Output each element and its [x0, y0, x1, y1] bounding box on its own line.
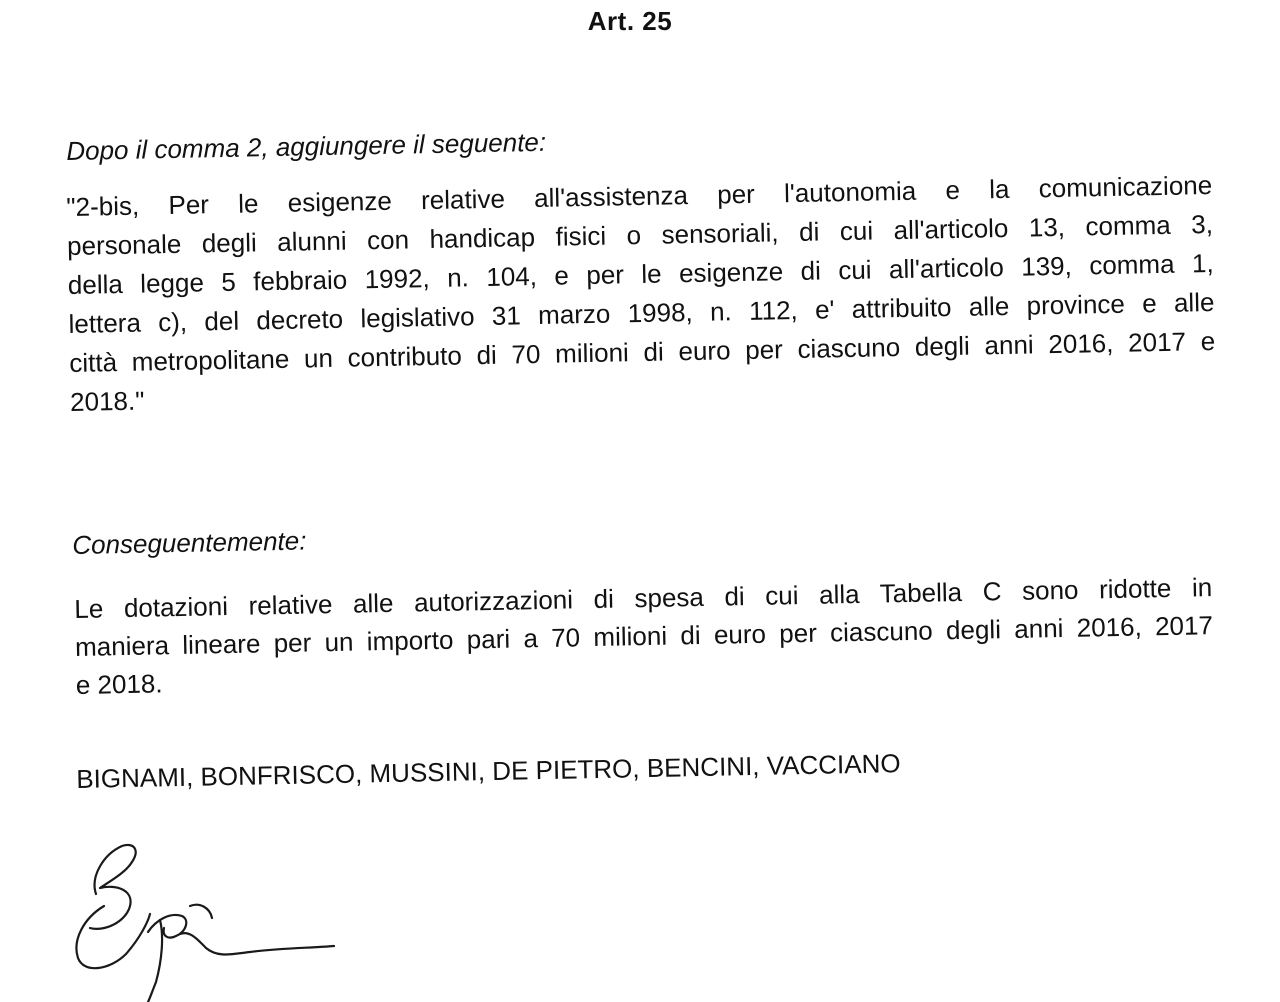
consequence-line: Le dotazioni relative alle autorizzazioni di spesa di cui alla Tabella C sono ridotte in: [74, 572, 1213, 624]
handwritten-signature: [60, 836, 360, 1002]
amendment-line: 2018.": [69, 385, 145, 417]
consequence-text: [74, 568, 1214, 704]
consequence-line: maniera lineare per un importo pari a 70 milioni di euro per ciascuno degli anni 2016, 2017: [74, 610, 1214, 662]
consequence-line: e 2018.: [75, 668, 163, 700]
amendment-line: città metropolitane un contributo di 70 milioni di euro per ciascuno degli anni 2016, 2017 e: [69, 325, 1216, 378]
article-title: Art. 25: [587, 6, 673, 36]
amendment-text: [66, 166, 1216, 422]
amendment-intro: Dopo il comma 2, aggiungere il seguente:: [66, 126, 547, 166]
amendment-line: lettera c), del decreto legislativo 31 marzo 1998, n. 112, e' attribuito alle province e alle: [68, 286, 1215, 339]
amendment-line: personale degli alunni con handicap fisici o sensoriali, di cui all'articolo 13, comma 3,: [66, 208, 1214, 261]
signers-list: BIGNAMI, BONFRISCO, MUSSINI, DE PIETRO, BENCINI, VACCIANO: [76, 748, 901, 794]
consequence-label: Conseguentemente:: [72, 525, 307, 560]
amendment-line: "2-bis, Per le esigenze relative all'assistenza per l'autonomia e la comunicazione: [66, 169, 1213, 222]
amendment-line: della legge 5 febbraio 1992, n. 104, e per le esigenze di cui all'articolo 139, comma 1,: [67, 247, 1214, 300]
